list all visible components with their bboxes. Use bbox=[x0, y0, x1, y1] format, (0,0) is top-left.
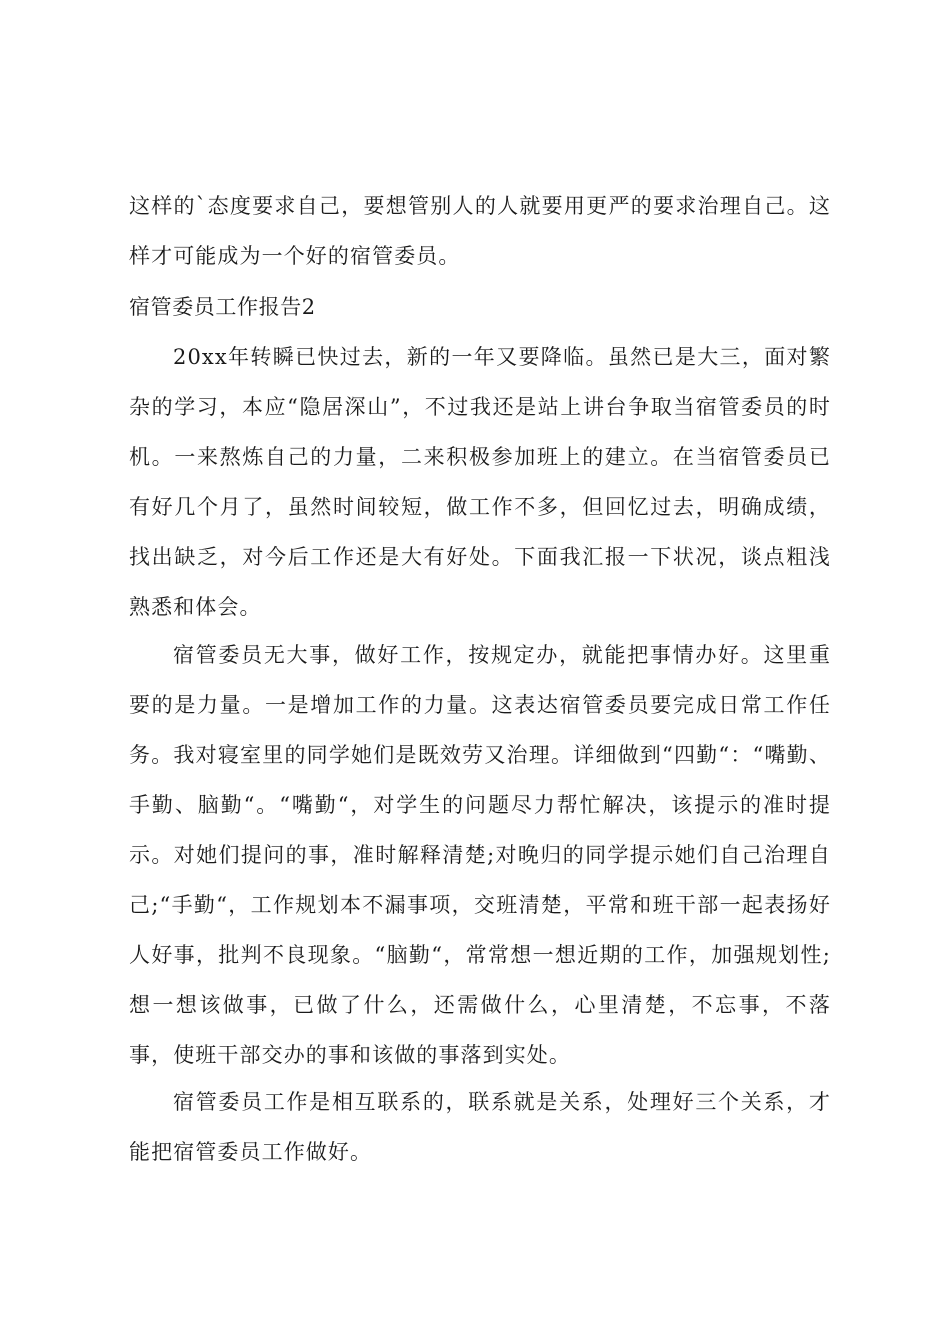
body-paragraph-duties: 宿管委员无大事，做好工作，按规定办，就能把事情办好。这里重要的是力量。一是增加工作的力量。这表达宿管委员要完成日常工作任务。我对寝室里的同学她们是既效劳又治理。详细做到“四勤“：“嘴勤、手勤、脑勤“。“嘴勤“，对学生的问题尽力帮忙解决，该提示的准时提示。对她们提问的事，准时解释清楚;对晚归的同学提示她们自己治理自己;“手勤“，工作规划本不漏事项，交班清楚，平常和班干部一起表扬好人好事，批判不良现象。“脑勤“，常常想一想近期的工作，加强规划性;想一想该做事，已做了什么，还需做什么，心里清楚，不忘事，不落事，使班干部交办的事和该做的事落到实处。 bbox=[129, 643, 831, 1067]
body-paragraph-relations: 宿管委员工作是相互联系的，联系就是关系，处理好三个关系，才能把宿管委员工作做好。 bbox=[129, 1090, 831, 1164]
body-paragraph-intro: 20xx年转瞬已快过去，新的一年又要降临。虽然已是大三，面对繁杂的学习，本应“隐居深山”，不过我还是站上讲台争取当宿管委员的时机。一来熬炼自己的力量，二来积极参加班上的建立。在当宿管委员已有好几个月了，虽然时间较短，做工作不多，但回忆过去，明确成绩，找出缺乏，对今后工作还是大有好处。下面我汇报一下状况，谈点粗浅熟悉和体会。 bbox=[129, 345, 831, 619]
section-heading: 宿管委员工作报告2 bbox=[129, 295, 316, 319]
continued-paragraph: 这样的`态度要求自己，要想管别人的人就要用更严的要求治理自己。这样才可能成为一个好的宿管委员。 bbox=[129, 194, 831, 268]
